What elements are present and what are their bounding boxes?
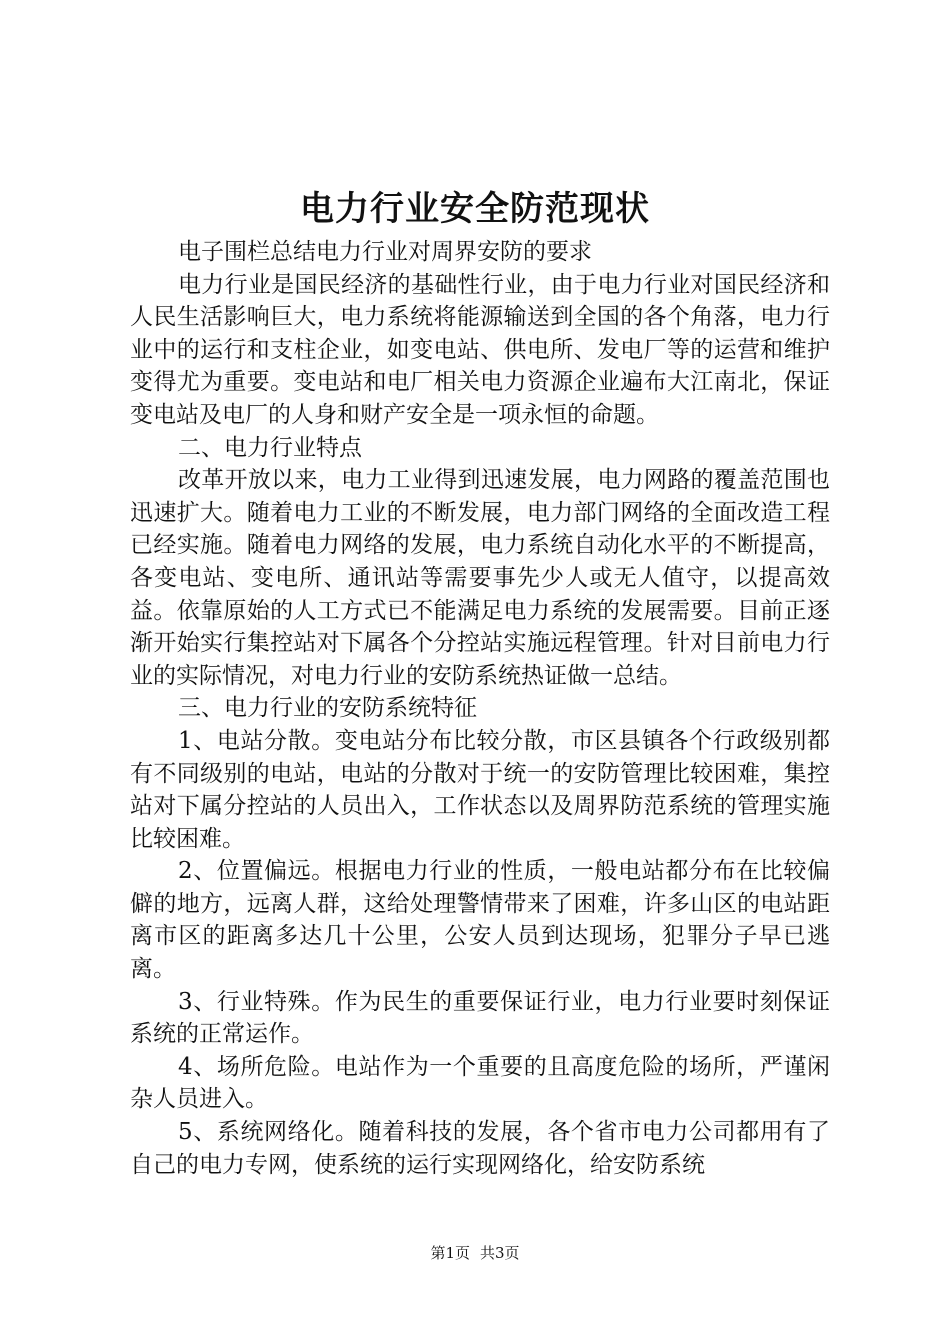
document-body	[130, 236, 830, 1181]
list-item-4: 4、场所危险。电站作为一个重要的且高度危险的场所，严谨闲杂人员进入。	[130, 1053, 830, 1113]
list-item-5: 5、系统网络化。随着科技的发展，各个省市电力公司都用有了自己的电力专网，使系统的运行实现网络化，给安防系统	[130, 1119, 830, 1178]
page-total: 共3页	[480, 1244, 520, 1262]
page-number: 第1页	[430, 1244, 470, 1262]
page-footer	[0, 1243, 950, 1263]
list-item-2: 2、位置偏远。根据电力行业的性质，一般电站都分布在比较偏僻的地方，远离人群，这给处理警情带来了困难，许多山区的电站距离市区的距离多达几十公里，公安人员到达现场，犯罪分子早已逃离。	[130, 858, 830, 983]
section-heading-2: 二、电力行业特点	[178, 434, 362, 461]
paragraph-intro: 电力行业是国民经济的基础性行业，由于电力行业对国民经济和人民生活影响巨大，电力系统将能源输送到全国的各个角落，电力行业中的运行和支柱企业，如变电站、供电所、发电厂等的运营和维护变得尤为重要。变电站和电厂相关电力资源企业遍布大江南北，保证变电站及电厂的人身和财产安全是一项永恒的命题。	[130, 271, 830, 428]
list-item-3: 3、行业特殊。作为民生的重要保证行业，电力行业要时刻保证系统的正常运作。	[130, 988, 830, 1048]
paragraph-subtitle: 电子围栏总结电力行业对周界安防的要求	[178, 239, 592, 265]
list-item-1: 1、电站分散。变电站分布比较分散，市区县镇各个行政级别都有不同级别的电站，电站的分散对于统一的安防管理比较困难，集控站对下属分控站的人员出入，工作状态以及周界防范系统的管理实施比较困难。	[130, 727, 830, 852]
paragraph-industry-features: 改革开放以来，电力工业得到迅速发展，电力网路的覆盖范围也迅速扩大。随着电力工业的不断发展，电力部门网络的全面改造工程已经实施。随着电力网络的发展，电力系统自动化水平的不断提高，各变电站、变电所、通讯站等需要事先少人或无人值守，以提高效益。依靠原始的人工方式已不能满足电力系统的发展需要。目前正逐渐开始实行集控站对下属各个分控站实施远程管理。针对目前电力行业的实际情况，对电力行业的安防系统热证做一总结。	[130, 467, 830, 689]
document-title: 电力行业安全防范现状	[300, 189, 650, 229]
section-heading-3: 三、电力行业的安防系统特征	[178, 695, 477, 722]
